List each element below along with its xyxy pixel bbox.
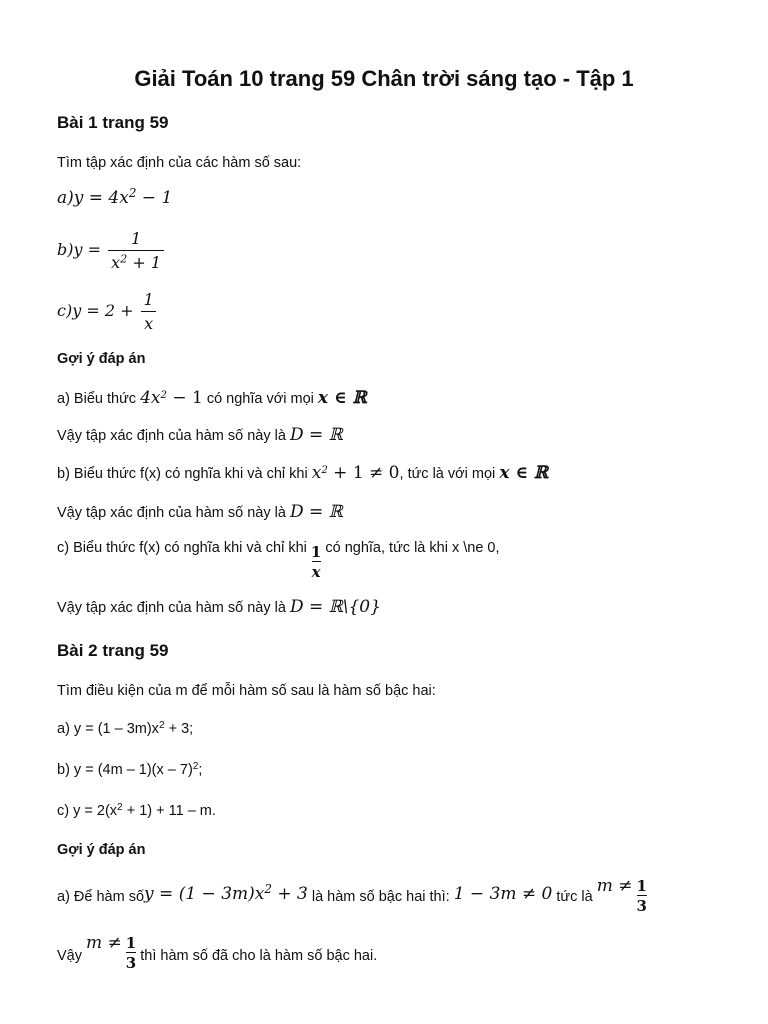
solution-conclusion: Vậy m ≠ $\frac{1}{3}$ thì hàm số đã cho là hàm số bậc hai.	[57, 933, 378, 972]
exercise-1-hint: Gợi ý đáp án	[57, 351, 146, 367]
answer-b-line: b) Biểu thức f(x) có nghĩa khi và chỉ khi $x^2 + 1 \ne 0$, tức là với mọi x ∈ ℝ	[57, 463, 548, 483]
exercise-2-a: a) $y = (1 - 3m)x^2 + 3$;	[57, 719, 194, 737]
equation-a: $a)y = 4x^2 - 1$	[57, 186, 173, 208]
exercise-1-prompt: Tìm tập xác định của các hàm số sau:	[57, 155, 302, 171]
answer-a-conclusion: Vậy tập xác định của hàm số này là D = ℝ	[57, 425, 343, 445]
answer-c-conclusion: Vậy tập xác định của hàm số này là D = ℝ\{0}	[57, 597, 381, 617]
exercise-2-heading: Bài 2 trang 59	[57, 641, 169, 660]
exercise-1-heading: Bài 1 trang 59	[57, 113, 169, 132]
answer-c-line: c) Biểu thức f(x) có nghĩa khi và chỉ khi $\frac{1}{x}$ có nghĩa, tức là khi x \ne 0,	[57, 540, 500, 582]
equation-b: b)y = $\frac{1}{x^2 + 1}$	[57, 229, 166, 272]
equation-c: c)y = 2 + $\frac{1}{x}$	[57, 290, 159, 333]
exercise-2-b: b) y = (4m – 1)(x – 7)$^2$;	[57, 760, 203, 778]
exercise-2-hint: Gợi ý đáp án	[57, 842, 146, 858]
solution-a-line: a) Để hàm sốy = $(1 - 3m)x^2 + 3$ là hàm số bậc hai thì: 1 − 3m ≠ 0 tức là m ≠ $\frac{1}{3}$	[57, 876, 647, 915]
answer-b-conclusion: Vậy tập xác định của hàm số này là D = ℝ	[57, 502, 343, 522]
page-title: Giải Toán 10 trang 59 Chân trời sáng tạo - Tập 1	[134, 66, 634, 91]
answer-a-line: a) Biểu thức $4x^2 - 1$ có nghĩa với mọi x ∈ ℝ	[57, 388, 367, 408]
exercise-2-prompt: Tìm điều kiện của m để mỗi hàm số sau là hàm số bậc hai:	[57, 683, 436, 699]
exercise-2-c: c) $y = 2(x^2 + 1) + 11 - m$.	[57, 801, 216, 819]
